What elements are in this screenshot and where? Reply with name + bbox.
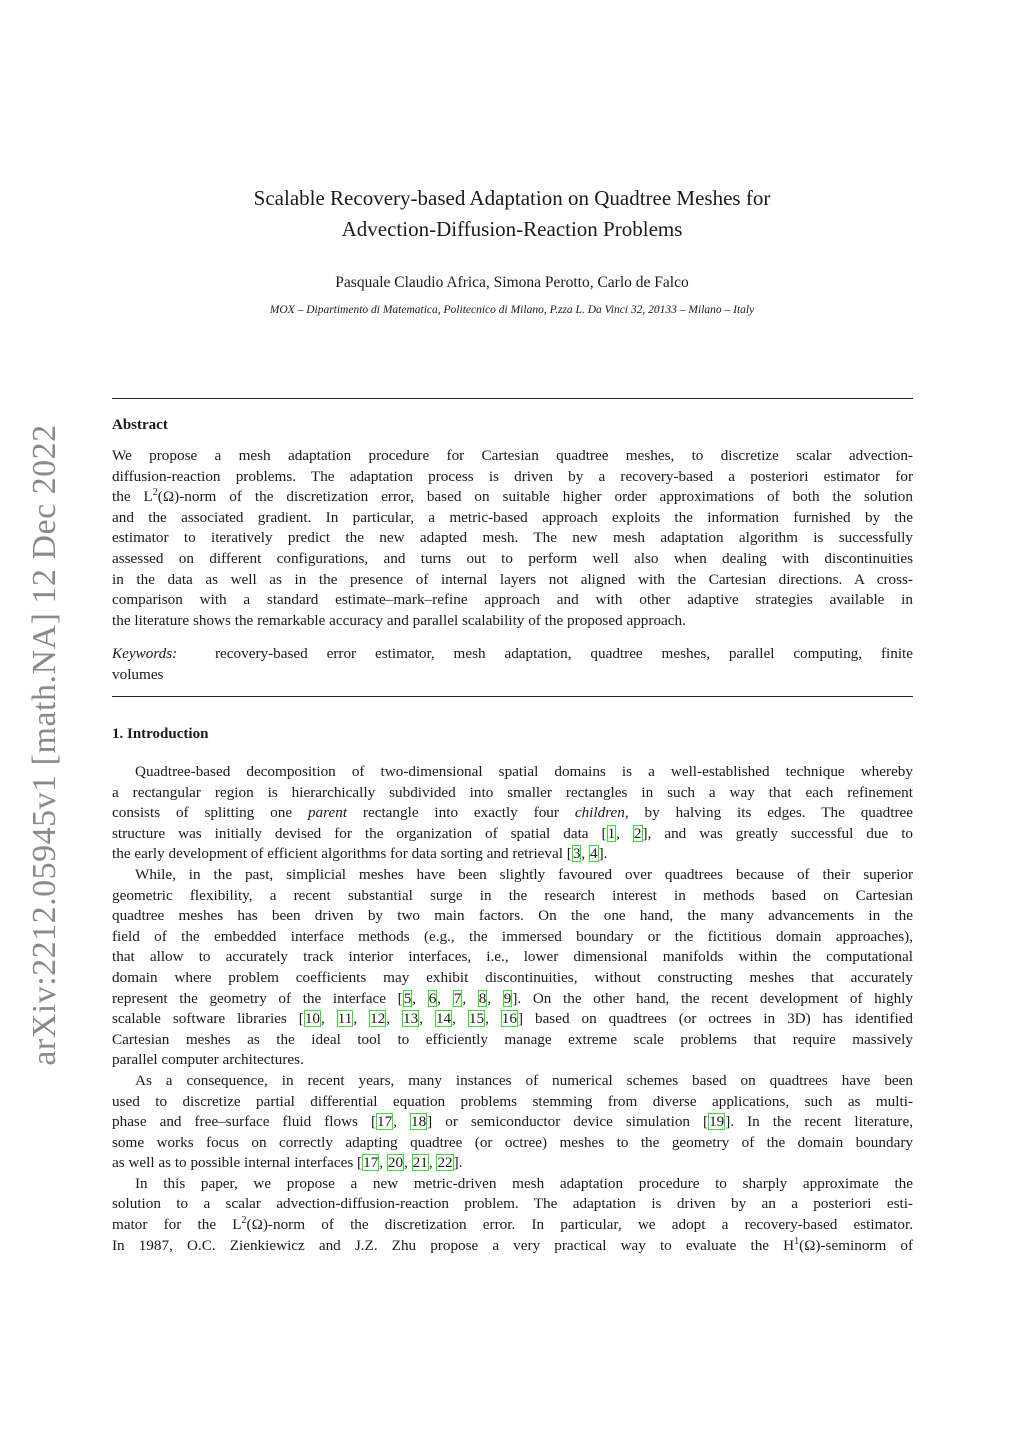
body-line: structure was initially devised for the organization of spatial data [1, 2], and was greatly successful due to [112,824,913,842]
body-line: scalable software libraries [10, 11, 12, 13, 14, 15, 16] based on quadtrees (or octrees in 3D) has identified [112,1010,913,1028]
body-line: some works focus on correctly adapting quadtree (or octree) meshes to the geometry of the domain boundary [112,1133,913,1151]
math-superscript: 2 [152,487,158,499]
body-line: as well as to possible internal interfaces [17, 20, 21, 22]. [112,1154,463,1172]
citation-link[interactable]: 13 [403,1010,419,1028]
body-line: that allow to accurately track interior interfaces, i.e., lower dimensional manifolds within the computational [112,948,913,966]
citation-link[interactable]: 15 [468,1010,485,1028]
body-line: phase and free–surface fluid flows [17, 18] or semiconductor device simulation [19]. In the recent literature, [112,1113,913,1131]
math-l2-prefix: the L [112,488,153,506]
body-line: In 1987, O.C. Zienkiewicz and J.Z. Zhu propose a very practical way to evaluate the $H^1(\Omega)$-seminorm of [112,1235,913,1254]
section-heading-introduction: 1. Introduction [112,726,209,742]
citation-link[interactable]: 5 [403,989,412,1007]
citation-link[interactable]: 19 [709,1113,725,1131]
citation-link[interactable]: 17 [363,1154,379,1172]
abstract-body [112,446,913,631]
body-line: As a consequence, in recent years, many instances of numerical schemes based on quadtrees have been [135,1071,913,1089]
citation-link[interactable]: 8 [478,989,487,1007]
author-list: Pasquale Claudio Africa, Simona Perotto, Carlo de Falco [335,274,689,291]
citation-link[interactable]: 1 [607,824,616,842]
citation-link[interactable]: 22 [437,1154,453,1172]
body-line: geometric flexibility, a recent substantial surge in the research interest in methods based on Cartesian [112,886,913,904]
body-line: field of the embedded interface methods (e.g., the immersed boundary or the fictitious domain approaches), [112,927,913,945]
citation-link[interactable]: 7 [453,989,462,1007]
keywords-line: Keywords: recovery-based error estimator, mesh adaptation, quadtree meshes, parallel computing, finite [112,645,913,662]
citation-link[interactable]: 17 [377,1113,393,1131]
body-line: parallel computer architectures. [112,1051,304,1069]
citation-link[interactable]: 16 [501,1010,517,1028]
body-line: mator for the $L^2(\Omega)$-norm of the discretization error. In particular, we adopt a recovery-based estimator. [112,1215,913,1234]
abstract-top-rule [112,398,913,399]
body-line: Quadtree-based decomposition of two-dimensional spatial domains is a well-established technique whereby [135,763,913,780]
title-line-1: Scalable Recovery-based Adaptation on Quadtree Meshes for [253,186,771,210]
citation-link[interactable]: 4 [590,845,598,863]
abstract-line: We propose a mesh adaptation procedure for Cartesian quadtree meshes, to discretize scalar advection- [112,447,913,464]
citation-link[interactable]: 14 [435,1010,452,1028]
title-line-2: Advection-Diffusion-Reaction Problems [341,217,683,241]
body-line: consists of splitting one parent rectangle into exactly four children, by halving its edges. The quadtree [112,804,913,822]
citation-link[interactable]: 3 [572,845,581,863]
body-line: solution to a scalar advection-diffusion-reaction problem. The adaptation is driven by an a posteriori esti- [112,1195,913,1213]
abstract-line: diffusion-reaction problems. The adaptation process is driven by a recovery-based a posteriori estimator for [112,467,913,485]
body-line: While, in the past, simplicial meshes have been slightly favoured over quadtrees because of their superior [135,865,913,883]
arxiv-identifier: arXiv:2212.05945v1 [math.NA] 12 Dec 2022 [26,424,63,1066]
citation-link[interactable]: 18 [410,1113,427,1131]
abstract-line: in the data as well as in the presence of internal layers not aligned with the Cartesian directions. A cross- [112,570,913,588]
body-line: In this paper, we propose a new metric-driven mesh adaptation procedure to sharply approximate the [135,1174,913,1192]
citation-link[interactable]: 20 [387,1154,404,1172]
citation-link[interactable]: 6 [428,989,437,1007]
abstract-line: the $L^2(\Omega)$-norm of the discretization error, based on suitable higher order approximations of both the solution [112,487,913,506]
abstract-line: estimator to iteratively predict the new adapted mesh. The new mesh adaptation algorithm is successfully [112,529,913,547]
citation-link[interactable]: 11 [337,1010,353,1028]
body-line: the early development of efficient algorithms for data sorting and retrieval [3, 4]. [112,845,608,863]
affiliation: MOX – Dipartimento di Matematica, Politecnico di Milano, P.zza L. Da Vinci 32, 20133 – Milano – Italy [269,304,755,316]
citation-link[interactable]: 12 [370,1010,386,1028]
abstract-line: comparison with a standard estimate–mark–refine approach and with other adaptive strategies available in [112,591,913,609]
body-line: represent the geometry of the interface [5, 6, 7, 8, 9]. On the other hand, the recent development of highly [112,989,913,1007]
keywords-line: volumes [112,665,164,683]
citation-link[interactable]: 21 [412,1154,428,1172]
abstract-line: the literature shows the remarkable accuracy and parallel scalability of the proposed approach. [112,611,686,629]
body-line: used to discretize partial differential equation problems stemming from diverse applications, such as multi- [112,1092,913,1110]
body-line: a rectangular region is hierarchically subdivided into smaller rectangles in such a way that each refinement [112,783,913,801]
abstract-line: and the associated gradient. In particular, a metric-based approach exploits the information furnished by the [112,508,913,526]
paper-title [112,183,912,245]
keywords-block [112,644,913,685]
abstract-line: assessed on different configurations, and turns out to perform well also when dealing with discontinuities [112,549,913,567]
keywords-label: Keywords: [112,645,178,662]
body-line: quadtree meshes has been driven by two main factors. On the one hand, the many advancements in the [112,907,913,925]
abstract-heading: Abstract [112,417,168,433]
citation-link[interactable]: 10 [304,1010,321,1028]
introduction-body [112,762,913,1256]
body-line: Cartesian meshes as the ideal tool to efficiently manage extreme scale problems that require massively [112,1030,913,1048]
math-omega: (Ω) [157,488,180,506]
abstract-bottom-rule [112,696,913,697]
body-line: domain where problem coefficients may exhibit discontinuities, without constructing meshes that accurately [112,968,913,986]
citation-link[interactable]: 2 [633,824,642,842]
citation-link[interactable]: 9 [503,989,512,1007]
